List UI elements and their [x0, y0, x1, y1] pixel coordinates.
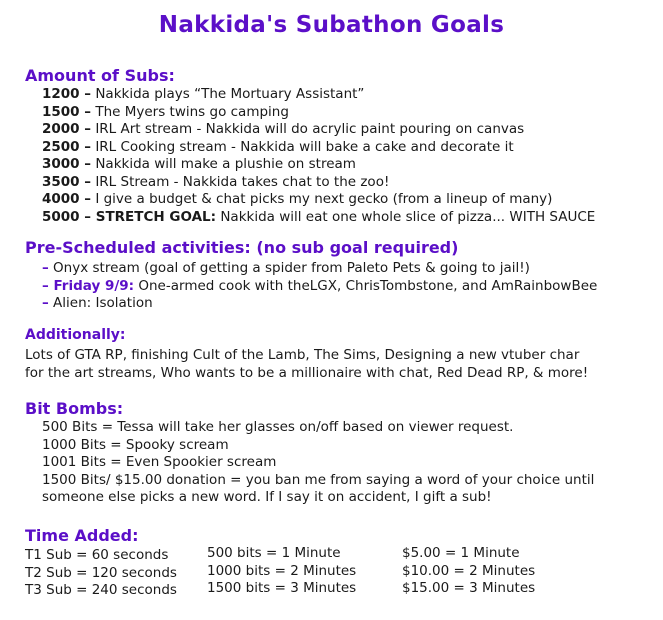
- time-sub-line: T3 Sub = 240 seconds: [25, 582, 177, 598]
- time-dollar-line: $10.00 = 2 Minutes: [402, 562, 536, 579]
- activity-item: – Friday 9/9: One-armed cook with theLGX, ChrisTombstone, and AmRainbowBee: [42, 277, 598, 294]
- additionally-line: for the art streams, Who wants to be a millionaire with chat, Red Dead RP, & more!: [25, 364, 589, 381]
- sub-goal-item: 2000 – IRL Art stream - Nakkida will do acrylic paint pouring on canvas: [42, 121, 525, 137]
- bit-bomb-line: 500 Bits = Tessa will take her glasses on/off based on viewer request.: [42, 419, 514, 435]
- time-dollar-line: $5.00 = 1 Minute: [402, 545, 520, 561]
- time-bits-line: 500 bits = 1 Minute: [207, 545, 341, 561]
- time-bits-column: [207, 545, 356, 598]
- sub-goal-item: 2500 – IRL Cooking stream - Nakkida will bake a cake and decorate it: [42, 138, 514, 155]
- bit-bomb-line: 1000 Bits = Spooky scream: [42, 436, 229, 453]
- activities-heading: Pre-Scheduled activities: (no sub goal required): [25, 238, 459, 257]
- time-subs-column: [25, 547, 177, 600]
- bit-bomb-line: someone else picks a new word. If I say it on accident, I gift a sub!: [42, 489, 492, 505]
- activity-item: – Onyx stream (goal of getting a spider from Paleto Pets & going to jail!): [42, 260, 530, 276]
- bit-bomb-line: 1500 Bits/ $15.00 donation = you ban me from saying a word of your choice until: [42, 471, 595, 488]
- bit-bomb-line: 1001 Bits = Even Spookier scream: [42, 454, 277, 470]
- sub-goal-item: 3000 – Nakkida will make a plushie on stream: [42, 156, 356, 172]
- sub-goal-item: 1500 – The Myers twins go camping: [42, 103, 289, 120]
- time-dollars-column: [402, 545, 535, 598]
- time-sub-line: T2 Sub = 120 seconds: [25, 564, 177, 581]
- additionally-heading: Additionally:: [25, 327, 126, 343]
- sub-goal-item: 1200 – Nakkida plays “The Mortuary Assistant”: [42, 86, 365, 102]
- time-bits-line: 1500 bits = 3 Minutes: [207, 580, 357, 596]
- sub-goal-item: 4000 – I give a budget & chat picks my next gecko (from a lineup of many): [42, 191, 553, 207]
- sub-goal-item: 3500 – IRL Stream - Nakkida takes chat to the zoo!: [42, 173, 390, 190]
- time-sub-line: T1 Sub = 60 seconds: [25, 547, 169, 563]
- time-bits-line: 1000 bits = 2 Minutes: [207, 562, 357, 579]
- time-dollar-line: $15.00 = 3 Minutes: [402, 580, 536, 596]
- activity-item: – Alien: Isolation: [42, 295, 153, 311]
- page-title: Nakkida's Subathon Goals: [158, 12, 505, 38]
- time-heading: Time Added:: [25, 526, 139, 545]
- subs-heading: Amount of Subs:: [25, 66, 175, 85]
- bits-heading: Bit Bombs:: [25, 399, 124, 418]
- additionally-line: Lots of GTA RP, finishing Cult of the Lamb, The Sims, Designing a new vtuber char: [25, 347, 580, 363]
- sub-goal-item: 5000 – STRETCH GOAL: Nakkida will eat one whole slice of pizza... WITH SAUCE: [42, 208, 596, 225]
